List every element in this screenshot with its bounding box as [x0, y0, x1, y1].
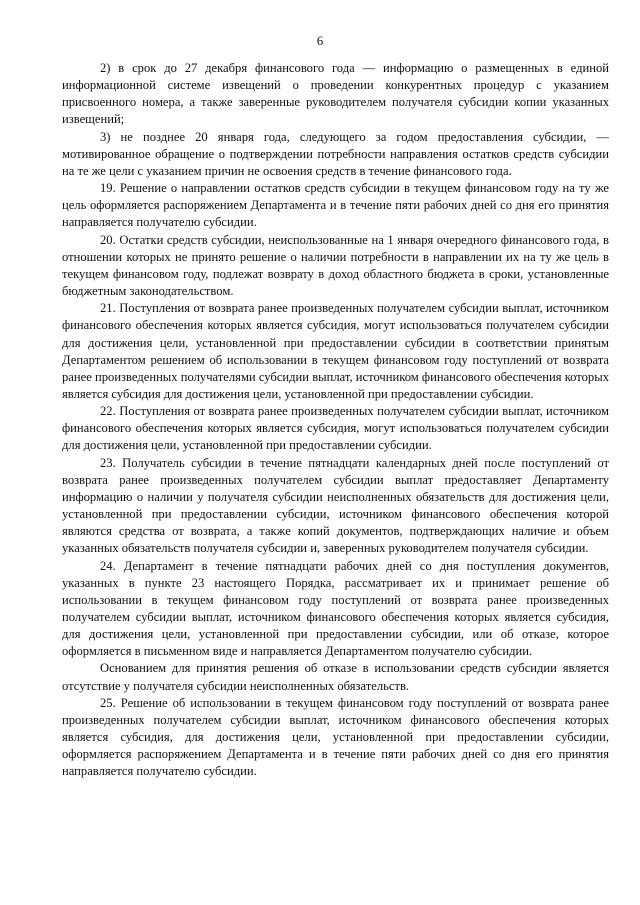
paragraph-24: 24. Департамент в течение пятнадцати рабочих дней со дня поступления документов, указанных в пункте 23 настоящего Порядка, рассматривает их и принимает решение об использовании в текущем финансовом году поступлений от возврата ранее произведенных получателем субсидии выплат, источником финансового обеспечения которых является субсидия, для достижения цели, установленной при предоставлении субсидии, или об отказе, которое оформляется в письменном виде и направляется Департаментом получателю субсидии. [62, 558, 609, 659]
document-body [62, 60, 609, 781]
paragraph-22: 22. Поступления от возврата ранее произведенных получателем субсидии выплат, источником финансового обеспечения которых является субсидия, могут использоваться получателем субсидии для достижения цели, установленной при предоставлении субсидии. [62, 404, 609, 453]
paragraph-23: 23. Получатель субсидии в течение пятнадцати календарных дней после поступлений от возврата ранее произведенных получателем субсидии выплат предоставляет Департаменту информацию о наличии у получателя субсидии неисполненных обязательств для достижения цели, установленной при предоставлении субсидии, источником финансового обеспечения которой являются средства от возврата, а также копий документов, подтверждающих наличие и объем указанных обязательств получателя субсидии и, заверенных руководителем получателя субсидии. [62, 455, 609, 556]
paragraph-20: 20. Остатки средств субсидии, неиспользованные на 1 января очередного финансового года, в отношении которых не принято решение о наличии потребности в направлении их на ту же цель в текущем финансовом году, подлежат возврату в доход областного бюджета в сроки, установленные бюджетным законодательством. [62, 232, 609, 299]
paragraph-3-january-deadline: 3) не позднее 20 января года, следующего за годом предоставления субсидии, — мотивированное обращение о подтверждении потребности направления остатков средств субсидии на те же цели с указанием причин не освоения средств в течение финансового года. [62, 129, 609, 178]
paragraph-19: 19. Решение о направлении остатков средств субсидии в текущем финансовом году на ту же цель оформляется распоряжением Департамента и в течение пяти рабочих дней со дня его принятия направляется получателю субсидии. [62, 181, 609, 230]
paragraph-2-december-deadline: 2) в срок до 27 декабря финансового года — информацию о размещенных в единой информационной системе извещений о проведении конкурентных процедур с указанием присвоенного номера, а также заверенные руководителем получателя субсидии копии указанных извещений; [62, 61, 609, 127]
page-number: 6 [316, 33, 324, 48]
paragraph-21: 21. Поступления от возврата ранее произведенных получателем субсидии выплат, источником финансового обеспечения которых является субсидия, могут использоваться получателем субсидии для достижения цели, установленной при предоставлении субсидии в соответствии принятым Департаментом решением об использовании в текущем финансовом году поступлений от возврата ранее произведенных получателями субсидии выплат, источником финансового обеспечения которых является субсидия для достижения цели, установленной при предоставлении субсидии. [62, 301, 609, 401]
paragraph-refusal-grounds: Основанием для принятия решения об отказе в использовании средств субсидии является отсутствие у получателя субсидии неисполненных обязательств. [62, 661, 609, 693]
paragraph-25: 25. Решение об использовании в текущем финансовом году поступлений от возврата ранее произведенных получателем субсидии выплат, источником финансового обеспечения которых является субсидия, для достижения цели, установленной при предоставлении субсидии, оформляется распоряжением Департамента и в течение пяти рабочих дней со дня его принятия направляется получателю субсидии. [62, 695, 609, 779]
